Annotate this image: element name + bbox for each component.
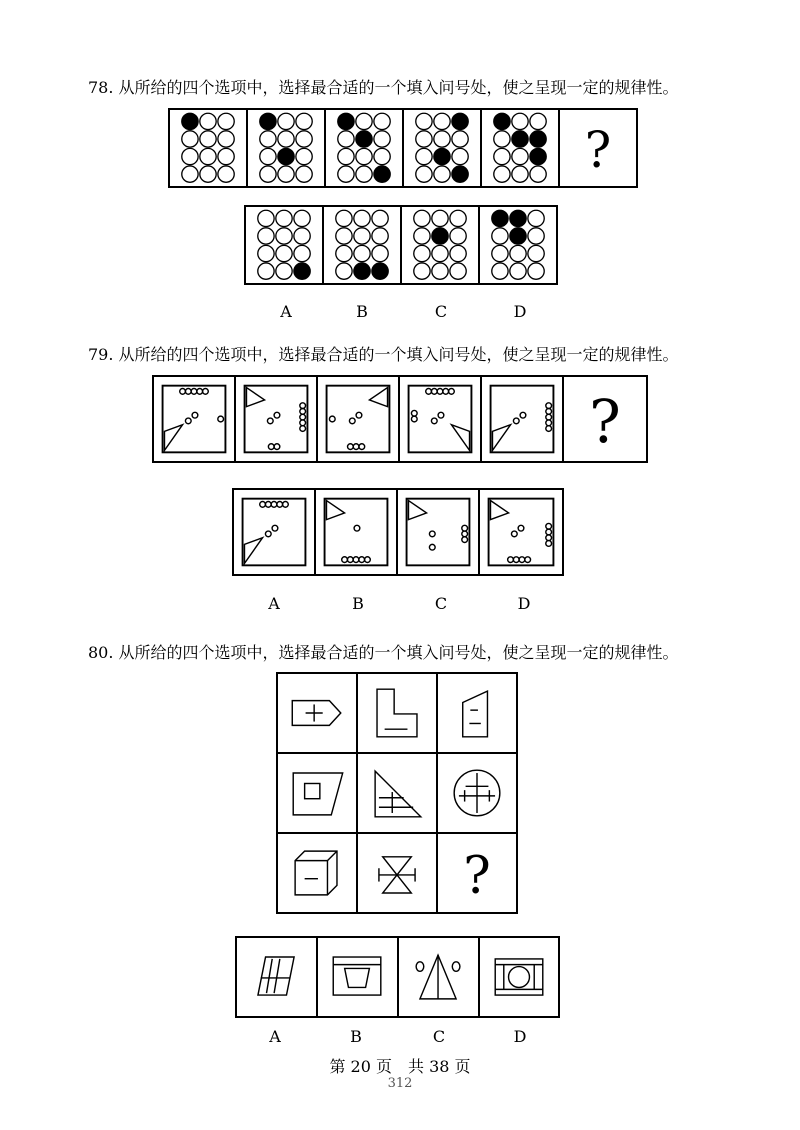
- empty-circle: [182, 131, 198, 147]
- empty-circle: [276, 210, 292, 226]
- empty-circle: [276, 228, 292, 244]
- q79-stem-1: [152, 375, 236, 463]
- question-mark: ?: [463, 845, 491, 906]
- question-79-text: 79. 从所给的四个选项中，选择最合适的一个填入问号处，使之呈现一定的规律性。: [88, 345, 679, 364]
- empty-circle: [414, 210, 430, 226]
- empty-circle: [450, 245, 466, 261]
- filled-circle: [372, 263, 388, 279]
- filled-circle: [452, 166, 468, 182]
- empty-circle: [450, 228, 466, 244]
- filled-circle: [432, 228, 448, 244]
- empty-circle: [354, 228, 370, 244]
- option-label-a: A: [280, 302, 292, 321]
- circle-grid-figure: [170, 110, 246, 186]
- filled-circle: [530, 148, 546, 164]
- empty-circle: [356, 166, 372, 182]
- filled-circle: [512, 131, 528, 147]
- q78-question-cell: [558, 108, 638, 188]
- q78-stem-1: [168, 108, 248, 188]
- empty-circle: [372, 228, 388, 244]
- circle-grid-figure: [404, 110, 480, 186]
- question-mark: ?: [589, 386, 621, 456]
- empty-circle: [530, 113, 546, 129]
- q79-option-a[interactable]: [232, 488, 316, 576]
- filled-circle: [182, 113, 198, 129]
- filled-circle: [510, 228, 526, 244]
- option-label-c: C: [434, 302, 448, 321]
- q80-grid-1-1: [276, 672, 358, 754]
- empty-circle: [260, 131, 276, 147]
- q80-option-d[interactable]: [478, 936, 560, 1018]
- empty-circle: [372, 210, 388, 226]
- q79-question-cell: [562, 375, 648, 463]
- option-label-a: A: [269, 1027, 281, 1046]
- empty-circle: [374, 131, 390, 147]
- empty-circle: [354, 210, 370, 226]
- filled-circle: [374, 166, 390, 182]
- question-80-text: 80. 从所给的四个选项中，选择最合适的一个填入问号处，使之呈现一定的规律性。: [88, 643, 679, 662]
- empty-circle: [512, 148, 528, 164]
- option-label-d: D: [517, 594, 531, 613]
- circle-grid-figure: [480, 207, 556, 283]
- q80-option-c[interactable]: [397, 936, 480, 1018]
- empty-circle: [296, 148, 312, 164]
- empty-circle: [450, 263, 466, 279]
- q80-grid-2-1: [276, 752, 358, 834]
- empty-circle: [338, 131, 354, 147]
- q79-stem-3: [316, 375, 400, 463]
- empty-circle: [296, 113, 312, 129]
- filled-circle: [492, 210, 508, 226]
- empty-circle: [218, 148, 234, 164]
- empty-circle: [200, 131, 216, 147]
- empty-circle: [492, 263, 508, 279]
- q80-grid-1-3: [436, 672, 518, 754]
- empty-circle: [294, 245, 310, 261]
- empty-circle: [338, 166, 354, 182]
- page-number: 312: [387, 1076, 413, 1091]
- option-label-d: D: [513, 1027, 527, 1046]
- empty-circle: [530, 166, 546, 182]
- empty-circle: [512, 166, 528, 182]
- empty-circle: [354, 245, 370, 261]
- empty-circle: [258, 210, 274, 226]
- empty-circle: [336, 210, 352, 226]
- empty-circle: [336, 263, 352, 279]
- empty-circle: [278, 166, 294, 182]
- filled-circle: [294, 263, 310, 279]
- q80-grid-1-2: [356, 672, 438, 754]
- question-mark: ?: [584, 121, 612, 179]
- option-label-c: C: [434, 594, 448, 613]
- empty-circle: [452, 131, 468, 147]
- option-label-a: A: [268, 594, 280, 613]
- q79-stem-4: [398, 375, 482, 463]
- filled-circle: [452, 113, 468, 129]
- empty-circle: [528, 263, 544, 279]
- option-label-d: D: [513, 302, 527, 321]
- empty-circle: [494, 166, 510, 182]
- page-indicator: 第 20 页 共 38 页: [329, 1057, 471, 1076]
- empty-circle: [452, 148, 468, 164]
- empty-circle: [492, 245, 508, 261]
- empty-circle: [414, 263, 430, 279]
- q79-option-b[interactable]: [314, 488, 398, 576]
- empty-circle: [416, 131, 432, 147]
- empty-circle: [374, 113, 390, 129]
- empty-circle: [510, 263, 526, 279]
- empty-circle: [218, 113, 234, 129]
- option-label-c: C: [432, 1027, 446, 1046]
- empty-circle: [200, 166, 216, 182]
- circle-grid-figure: [402, 207, 478, 283]
- circle-grid-figure: [482, 110, 558, 186]
- empty-circle: [294, 210, 310, 226]
- empty-circle: [258, 245, 274, 261]
- q78-stem-3: [324, 108, 404, 188]
- empty-circle: [218, 166, 234, 182]
- filled-circle: [354, 263, 370, 279]
- empty-circle: [434, 166, 450, 182]
- q78-stem-4: [402, 108, 482, 188]
- empty-circle: [434, 131, 450, 147]
- empty-circle: [278, 131, 294, 147]
- filled-circle: [338, 113, 354, 129]
- filled-circle: [356, 131, 372, 147]
- empty-circle: [528, 228, 544, 244]
- empty-circle: [416, 166, 432, 182]
- empty-circle: [528, 245, 544, 261]
- empty-circle: [276, 245, 292, 261]
- q78-option-a[interactable]: [244, 205, 324, 285]
- filled-circle: [260, 113, 276, 129]
- empty-circle: [258, 228, 274, 244]
- circle-grid-figure: [324, 207, 400, 283]
- empty-circle: [434, 113, 450, 129]
- empty-circle: [218, 131, 234, 147]
- q79-stem-2: [234, 375, 318, 463]
- q79-option-c[interactable]: [396, 488, 480, 576]
- option-label-b: B: [350, 1027, 362, 1046]
- q78-stem-2: [246, 108, 326, 188]
- filled-circle: [494, 113, 510, 129]
- empty-circle: [336, 245, 352, 261]
- empty-circle: [372, 245, 388, 261]
- empty-circle: [528, 210, 544, 226]
- circle-grid-figure: [326, 110, 402, 186]
- empty-circle: [374, 148, 390, 164]
- empty-circle: [200, 113, 216, 129]
- empty-circle: [492, 228, 508, 244]
- q80-question-cell: [436, 832, 518, 914]
- empty-circle: [260, 148, 276, 164]
- empty-circle: [296, 131, 312, 147]
- option-label-b: B: [352, 594, 364, 613]
- empty-circle: [432, 263, 448, 279]
- empty-circle: [414, 228, 430, 244]
- q80-option-a[interactable]: [235, 936, 318, 1018]
- empty-circle: [494, 131, 510, 147]
- q80-grid-3-2: [356, 832, 438, 914]
- empty-circle: [510, 245, 526, 261]
- q79-stem-5: [480, 375, 564, 463]
- circle-grid-figure: [248, 110, 324, 186]
- q78-option-b[interactable]: [322, 205, 402, 285]
- circle-grid-figure: [246, 207, 322, 283]
- q78-option-d[interactable]: [478, 205, 558, 285]
- empty-circle: [182, 166, 198, 182]
- q80-grid-3-1: [276, 832, 358, 914]
- empty-circle: [200, 148, 216, 164]
- empty-circle: [294, 228, 310, 244]
- empty-circle: [432, 245, 448, 261]
- filled-circle: [510, 210, 526, 226]
- empty-circle: [414, 245, 430, 261]
- empty-circle: [416, 113, 432, 129]
- empty-circle: [296, 166, 312, 182]
- empty-circle: [356, 113, 372, 129]
- q79-option-d[interactable]: [478, 488, 564, 576]
- empty-circle: [512, 113, 528, 129]
- empty-circle: [356, 148, 372, 164]
- empty-circle: [258, 263, 274, 279]
- filled-circle: [530, 131, 546, 147]
- empty-circle: [432, 210, 448, 226]
- empty-circle: [278, 113, 294, 129]
- q78-option-c[interactable]: [400, 205, 480, 285]
- q80-grid-2-3: [436, 752, 518, 834]
- empty-circle: [276, 263, 292, 279]
- empty-circle: [182, 148, 198, 164]
- empty-circle: [450, 210, 466, 226]
- filled-circle: [278, 148, 294, 164]
- option-label-b: B: [356, 302, 368, 321]
- empty-circle: [260, 166, 276, 182]
- q78-stem-5: [480, 108, 560, 188]
- empty-circle: [336, 228, 352, 244]
- empty-circle: [494, 148, 510, 164]
- empty-circle: [416, 148, 432, 164]
- question-78-text: 78. 从所给的四个选项中，选择最合适的一个填入问号处，使之呈现一定的规律性。: [88, 78, 679, 97]
- filled-circle: [434, 148, 450, 164]
- q80-option-b[interactable]: [316, 936, 399, 1018]
- empty-circle: [338, 148, 354, 164]
- q80-grid-2-2: [356, 752, 438, 834]
